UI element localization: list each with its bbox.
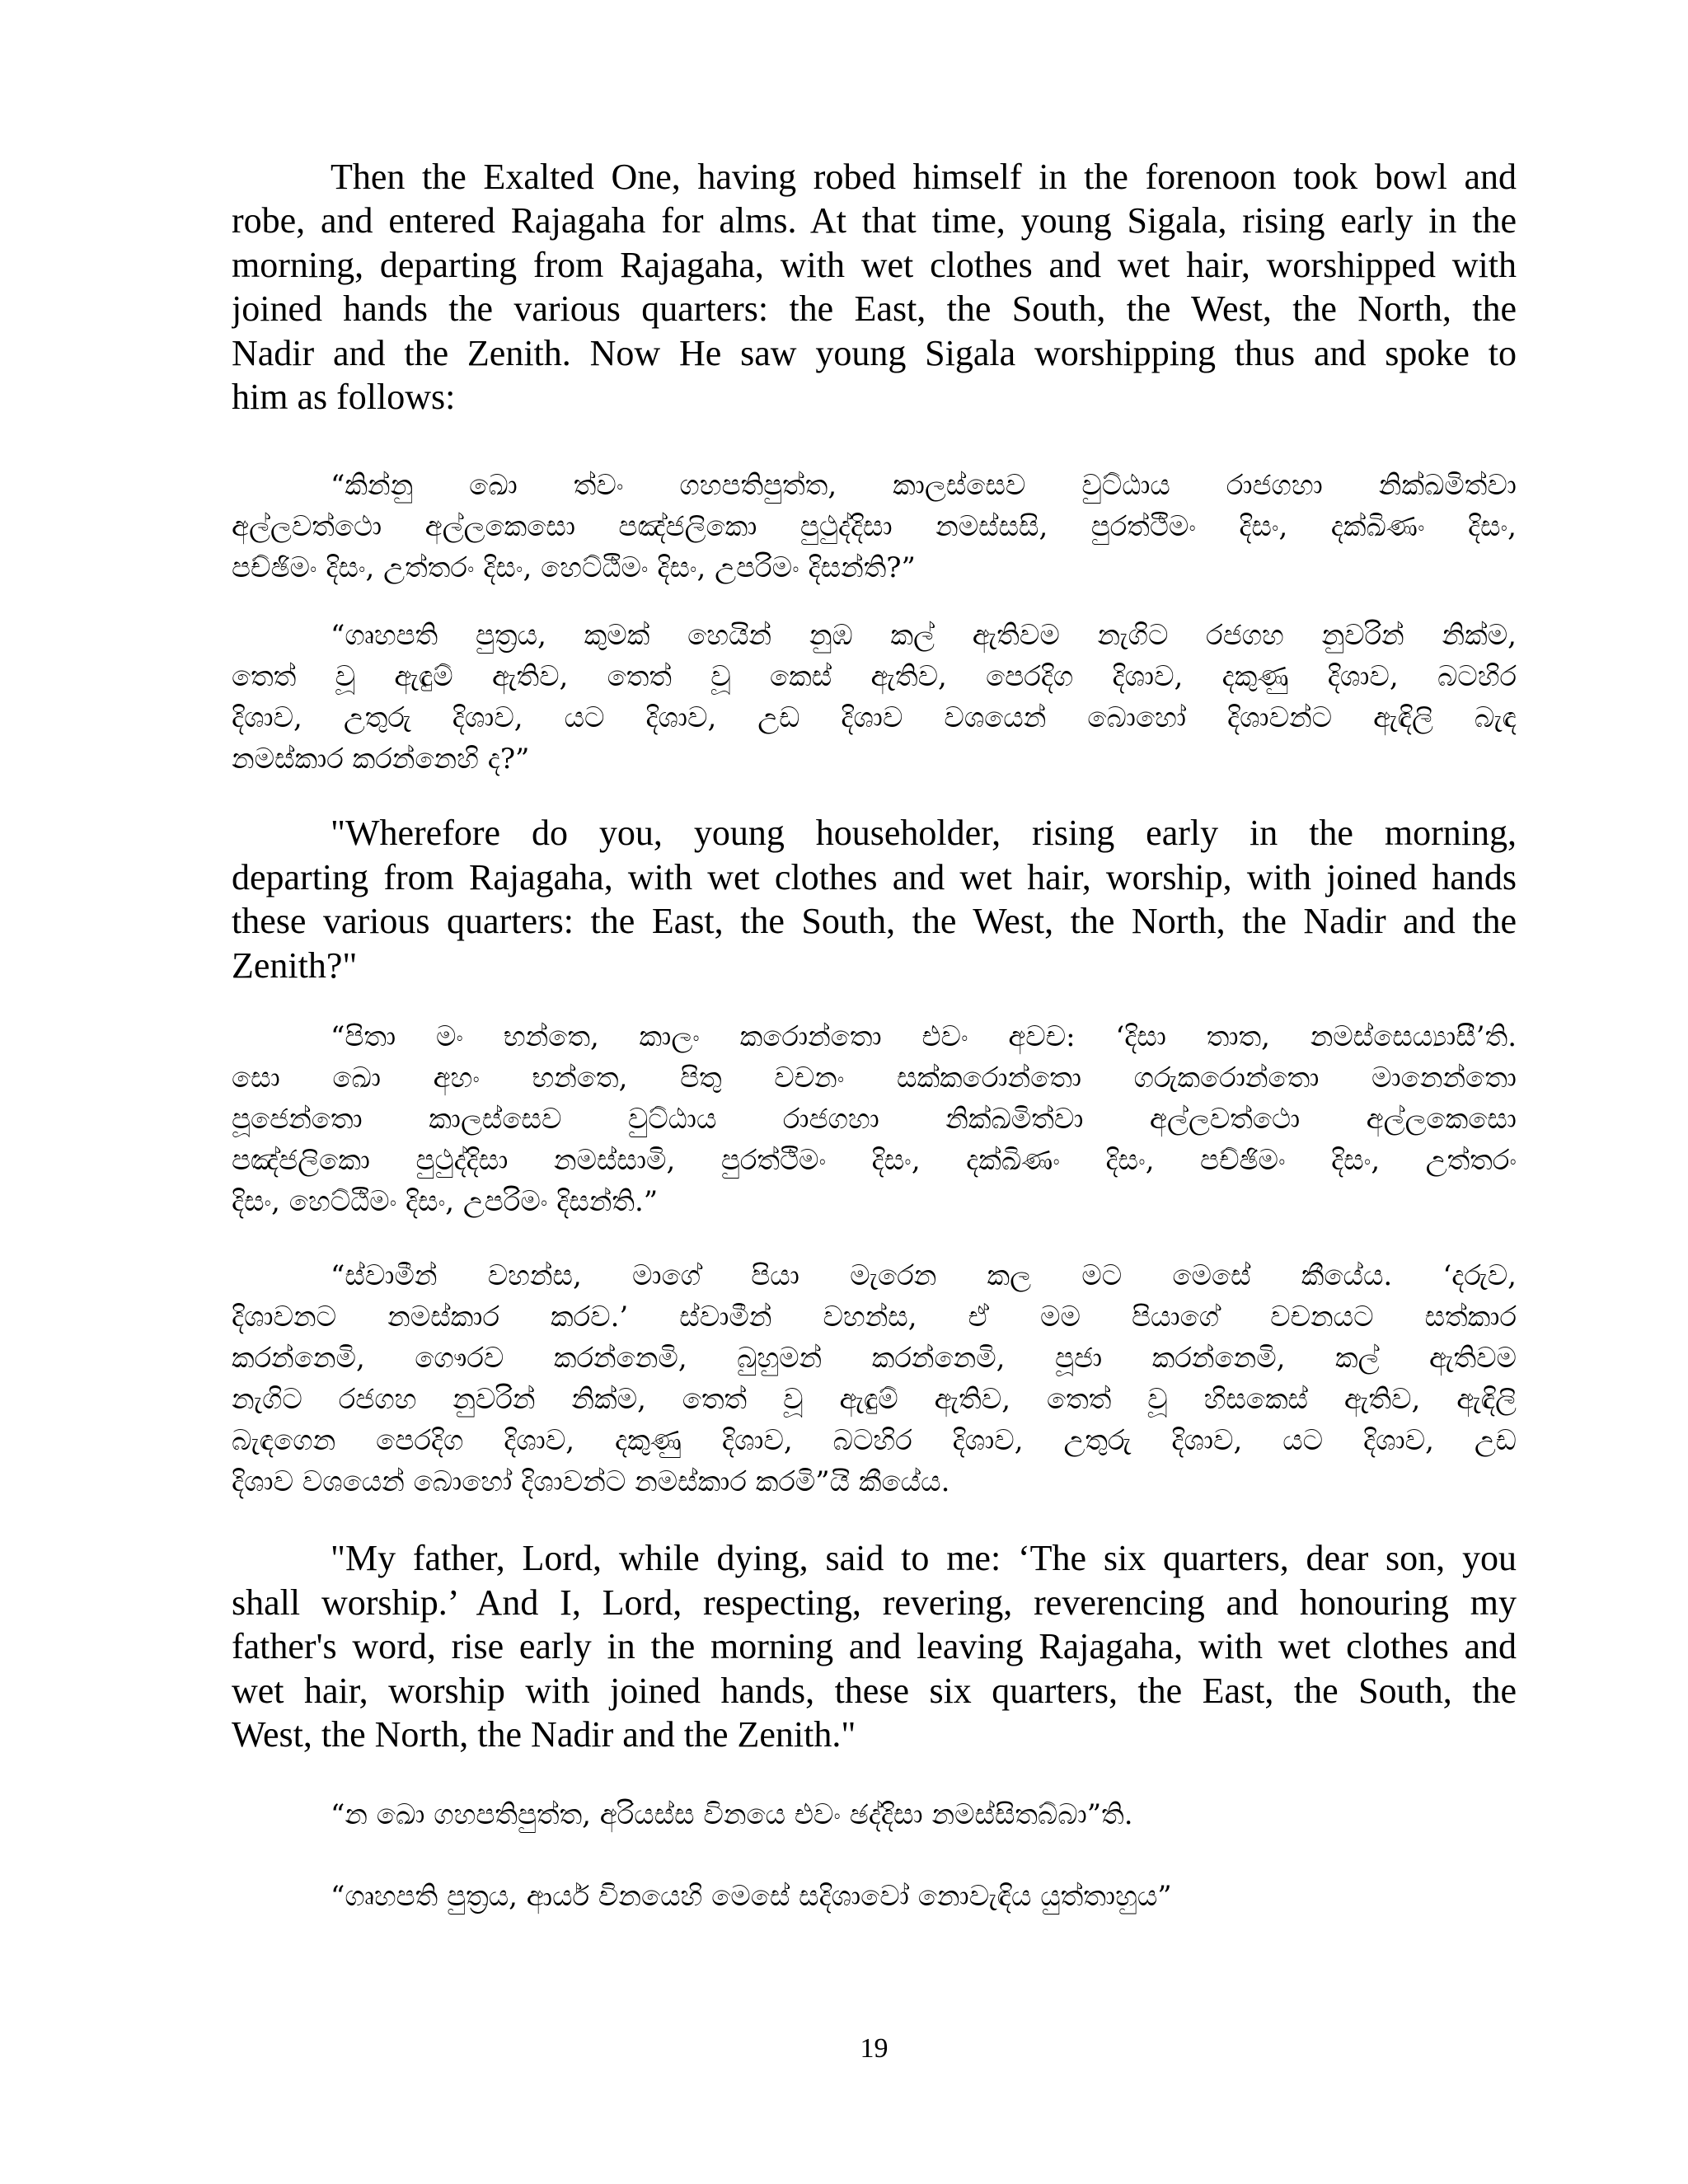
paragraph-line: “පිතා මං භන්තෙ, කාලං කරොන්තො එවං අවච: ‘දිසා තාත, නමස්සෙය්‍යාසී’ති.: [331, 1020, 1517, 1053]
english-paragraph: [232, 811, 1517, 987]
paragraph-line: “න ඛො ගහපතිපුත්ත, අරියස්ස විනයෙ එවං ඡද්දිසා නමස්සිතබ්බා”ති.: [331, 1798, 1133, 1831]
paragraph-line: දිශාව වශයෙන් බොහෝ දිශාවන්ට නමස්කාර කරමි”යි කීයේය.: [232, 1465, 950, 1498]
paragraph-line: දිශාව, උතුරු දිශාව, යට දිශාව, උඩ දිශාව වශයෙන් බොහෝ දිශාවන්ට ඇඳිලි බැඳ: [232, 701, 1517, 734]
sinhala-paragraph: [232, 1876, 1517, 1917]
paragraph-line: “ගෘහපති පුත්‍රය, ආර්ය විනයෙහි මෙසේ සදිශාවෝ නොවැඳිය යුත්තාහුය”: [331, 1880, 1172, 1913]
paragraph-line: “ගෘහපති පුත්‍රය, කුමක් හෙයින් නුඹ කල් ඇතිවම නැගිට රජගහ නුවරින් නික්ම,: [331, 619, 1517, 652]
paragraph-line: morning, departing from Rajagaha, with wet clothes and wet hair, worshipped with: [232, 244, 1517, 285]
paragraph-line: “කින්නු ඛො ත්වං ගහපතිපුත්ත, කාලස්සෙව වුට්ඨාය රාජගහා නික්ඛමිත්වා: [331, 469, 1517, 502]
pali-paragraph: [232, 1016, 1517, 1222]
paragraph-line: these various quarters: the East, the South, the West, the North, the Nadir and the: [232, 901, 1517, 941]
page-number: 19: [860, 2033, 889, 2064]
paragraph-line: බැඳගෙන පෙරදිග දිශාව, දකුණු දිශාව, බටහිර දිශාව, උතුරු දිශාව, යට දිශාව, උඩ: [232, 1424, 1517, 1457]
paragraph-line: joined hands the various quarters: the East, the South, the West, the North, the: [232, 288, 1517, 329]
paragraph-line: අල්ලවත්ථො අල්ලකෙසො පඤ්ජලිකො පුථුද්දිසා නමස්සසි, පුරත්ථිමං දිසං, දක්ඛිණං දිසං,: [232, 510, 1517, 543]
paragraph-line: තෙත් වූ ඇඳුම් ඇතිව, තෙත් වූ කෙස් ඇතිව, පෙරදිග දිශාව, දකුණු දිශාව, බටහිර: [232, 660, 1517, 693]
paragraph-line: “ස්වාමීන් වහන්ස, මාගේ පියා මැරෙන කල මට මෙසේ කීයේය. ‘දරුව,: [331, 1259, 1517, 1292]
paragraph-line: පච්ඡිමං දිසං, උත්තරං දිසං, හෙට්ඨිමං දිසං, උපරිමං දිසන්ති?”: [232, 551, 916, 584]
paragraph-line: නමස්කාර කරන්නෙහි ද?”: [232, 743, 530, 776]
paragraph-line: Nadir and the Zenith. Now He saw young Sigala worshipping thus and spoke to: [232, 332, 1517, 373]
paragraph-line: Then the Exalted One, having robed himself in the forenoon took bowl and: [331, 156, 1517, 197]
paragraph-line: පඤ්ජලිකො පුථුද්දිසා නමස්සාමි, පුරත්ථිමං දිසං, දක්ඛිණං දිසං, පච්ඡිමං දිසං, උත්තරං: [232, 1144, 1517, 1177]
paragraph-line: දිසං, හෙට්ඨිමං දිසං, උපරිමං දිසන්ති.”: [232, 1185, 659, 1218]
paragraph-line: කරන්නෙමි, ගෞරව කරන්නෙමි, බුහුමන් කරන්නෙමි, පූජා කරන්නෙමි, කල් ඇතිවම: [232, 1342, 1517, 1375]
paragraph-line: West, the North, the Nadir and the Zenith.": [232, 1714, 856, 1755]
paragraph-line: පූජෙන්තො කාලස්සෙව වුට්ඨාය රාජගහා නික්ඛමිත්වා අල්ලවත්ථො අල්ලකෙසො: [232, 1103, 1517, 1136]
paragraph-line: father's word, rise early in the morning and leaving Rajagaha, with wet clothes and: [232, 1626, 1517, 1666]
english-paragraph: [232, 1536, 1517, 1757]
paragraph-line: robe, and entered Rajagaha for alms. At that time, young Sigala, rising early in the: [232, 200, 1517, 241]
paragraph-line: දිශාවනට නමස්කාර කරව.’ ස්වාමීන් වහන්ස, ඒ මම පියාගේ වචනයට සත්කාර: [232, 1301, 1517, 1333]
sinhala-paragraph: [232, 1255, 1517, 1502]
paragraph-line: "Wherefore do you, young householder, rising early in the morning,: [331, 813, 1517, 853]
paragraph-line: Zenith?": [232, 944, 358, 986]
pali-paragraph: [232, 1794, 1517, 1835]
paragraph-line: නැගිට රජගහ නුවරින් නික්ම, තෙත් වූ ඇඳුම් ඇතිව, තෙත් වූ හිසකෙස් ඇතිව, ඇඳිලි: [232, 1383, 1517, 1416]
paragraph-line: wet hair, worship with joined hands, these six quarters, the East, the South, the: [232, 1670, 1517, 1711]
paragraph-line: "My father, Lord, while dying, said to me: ‘The six quarters, dear son, you: [331, 1538, 1517, 1578]
paragraph-line: departing from Rajagaha, with wet clothes and wet hair, worship, with joined hands: [232, 856, 1517, 898]
paragraph-line: shall worship.’ And I, Lord, respecting, revering, reverencing and honouring my: [232, 1582, 1517, 1623]
paragraph-line: සො ඛො අහං භන්තෙ, පිතු වචනං සක්කරොන්තො ගරුකරොන්තො මානෙන්තො: [232, 1062, 1517, 1094]
english-paragraph: [232, 155, 1517, 419]
paragraph-line: him as follows:: [232, 377, 456, 417]
sinhala-paragraph: [232, 615, 1517, 780]
pali-paragraph: [232, 465, 1517, 588]
